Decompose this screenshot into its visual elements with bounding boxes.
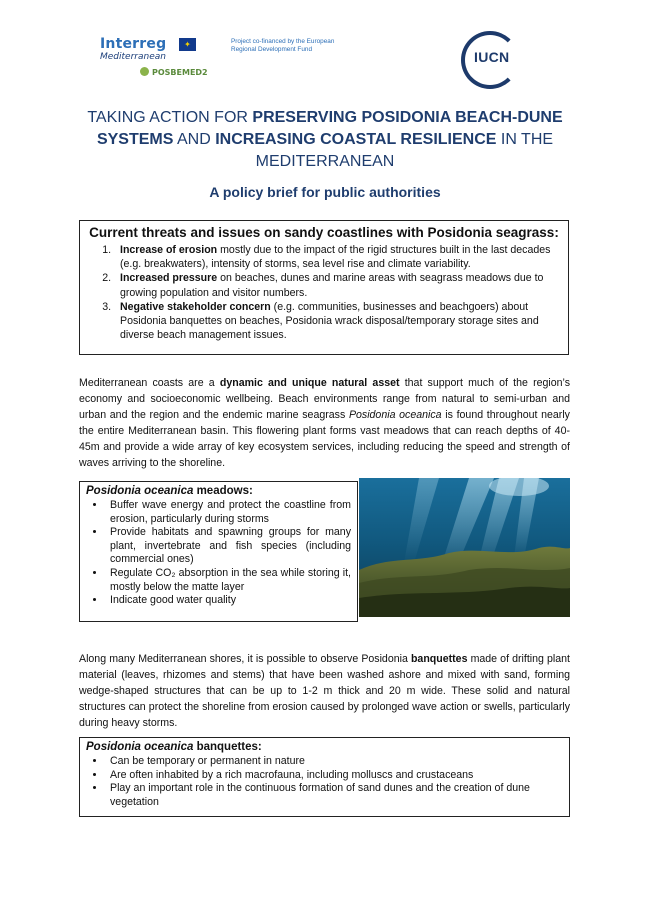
title-bold-1: PRESERVING POSIDONIA BEACH-DUNE SYSTEMS <box>96 109 563 148</box>
banquettes-paragraph <box>79 651 570 731</box>
seagrass-photo-image <box>359 478 570 617</box>
para1-e: is found throughout nearly the entire Mediterranean basin. This flowering plant forms vast meadows that can reach depths of 40-45m and provide a wide array of key ecosystem services, including reducing the speed and strength of waves arriving to the shoreline. <box>79 409 570 469</box>
title-bold-2: INCREASING COASTAL RESILIENCE <box>215 131 497 148</box>
meadows-list <box>86 499 351 608</box>
posbemed2-logo <box>140 67 208 77</box>
iucn-wordmark: IUCN <box>474 49 510 65</box>
threats-box <box>79 220 569 355</box>
eu-flag-icon: ✦ <box>179 38 196 51</box>
interreg-subtitle: Mediterranean <box>100 52 166 62</box>
list-item: • Indicate good water quality <box>106 594 351 608</box>
para2-b: banquettes <box>410 653 468 665</box>
meadows-heading <box>86 484 351 499</box>
title-part-2: AND <box>173 131 216 148</box>
para2-c: made of drifting plant material (leaves, rhizomes and stems) that have been washed ashore and mixed with sand, forming wedge-shaped structures that can be up to 1-2 m thick and 20 m wide. These solid and natural structures can protect the shoreline from erosion caused by prolonged wave action or swells, particularly during heavy storms. <box>79 653 570 729</box>
para1-c: that support much of the region’s economy and socioeconomic wellbeing. Beach environments range from natural to semi-urban and urban and the region and the endemic marine seagrass <box>79 377 570 421</box>
list-item: • Are often inhabited by a rich macrofauna, including molluscs and crustaceans <box>106 769 563 783</box>
threat-2-text: on beaches, dunes and marine areas with seagrass meadows due to growing population and visitor numbers. <box>120 272 544 299</box>
banquettes-heading-italic: Posidonia oceanica <box>86 741 194 753</box>
cofinance-line-1: Project co-financed by the European <box>231 38 335 45</box>
interreg-wordmark: Interreg <box>100 36 167 52</box>
banquettes-box <box>79 737 570 817</box>
page-subtitle: A policy brief for public authorities <box>209 184 441 200</box>
title-part-3: IN THE MEDITERRANEAN <box>255 131 554 170</box>
list-item <box>114 300 560 343</box>
threat-1-bold: Increase of erosion <box>120 244 218 256</box>
meadows-heading-rest: meadows: <box>193 485 253 497</box>
list-item: • Play an important role in the continuous formation of sand dunes and the creation of dune vegetation <box>106 782 563 809</box>
threats-heading: Current threats and issues on sandy coastlines with Posidonia seagrass: <box>89 225 559 240</box>
banquettes-heading <box>86 740 563 755</box>
meadows-heading-italic: Posidonia oceanica <box>86 485 194 497</box>
para2-a: Along many Mediterranean shores, it is possible to observe Posidonia <box>79 653 411 665</box>
cofinance-note <box>231 38 371 54</box>
list-item: • Regulate CO₂ absorption in the sea while storing it, mostly below the matte layer <box>106 567 351 594</box>
para1-a: Mediterranean coasts are a <box>79 377 220 389</box>
threat-1-text: mostly due to the impact of the rigid structures built in the last decades (e.g. breakwaters), intensity of storms, sea level rise and climate variability. <box>120 244 551 271</box>
banquettes-heading-rest: banquettes: <box>193 741 262 753</box>
threat-3-bold: Negative stakeholder concern <box>120 300 271 313</box>
posbemed2-leaf-icon <box>140 67 149 76</box>
list-item <box>114 243 560 271</box>
cofinance-line-2: Regional Development Fund <box>231 46 312 53</box>
intro-paragraph <box>79 375 570 471</box>
list-item: • Buffer wave energy and protect the coastline from erosion, particularly during storms <box>106 499 351 526</box>
para1-d: Posidonia oceanica <box>348 409 442 421</box>
posbemed2-label: POSBEMED2 <box>152 68 208 77</box>
iucn-logo <box>461 31 519 89</box>
threats-list <box>88 243 560 342</box>
list-item <box>114 271 560 299</box>
threat-2-bold: Increased pressure <box>120 272 218 285</box>
seagrass-photo <box>359 478 570 617</box>
meadows-box <box>79 481 358 622</box>
list-item: • Provide habitats and spawning groups for many plant, invertebrate and fish species (including commercial ones) <box>106 526 351 567</box>
page-title <box>80 107 570 173</box>
banquettes-list <box>86 755 563 809</box>
para1-b: dynamic and unique natural asset <box>219 377 400 389</box>
threat-3-text: (e.g. communities, businesses and beachgoers) about Posidonia banquettes on beaches, Posidonia wrack disposal/temporary storage sites and diverse beach management issues. <box>120 300 539 342</box>
title-part-1: TAKING ACTION FOR <box>87 109 253 126</box>
list-item: • Can be temporary or permanent in nature <box>106 755 563 769</box>
